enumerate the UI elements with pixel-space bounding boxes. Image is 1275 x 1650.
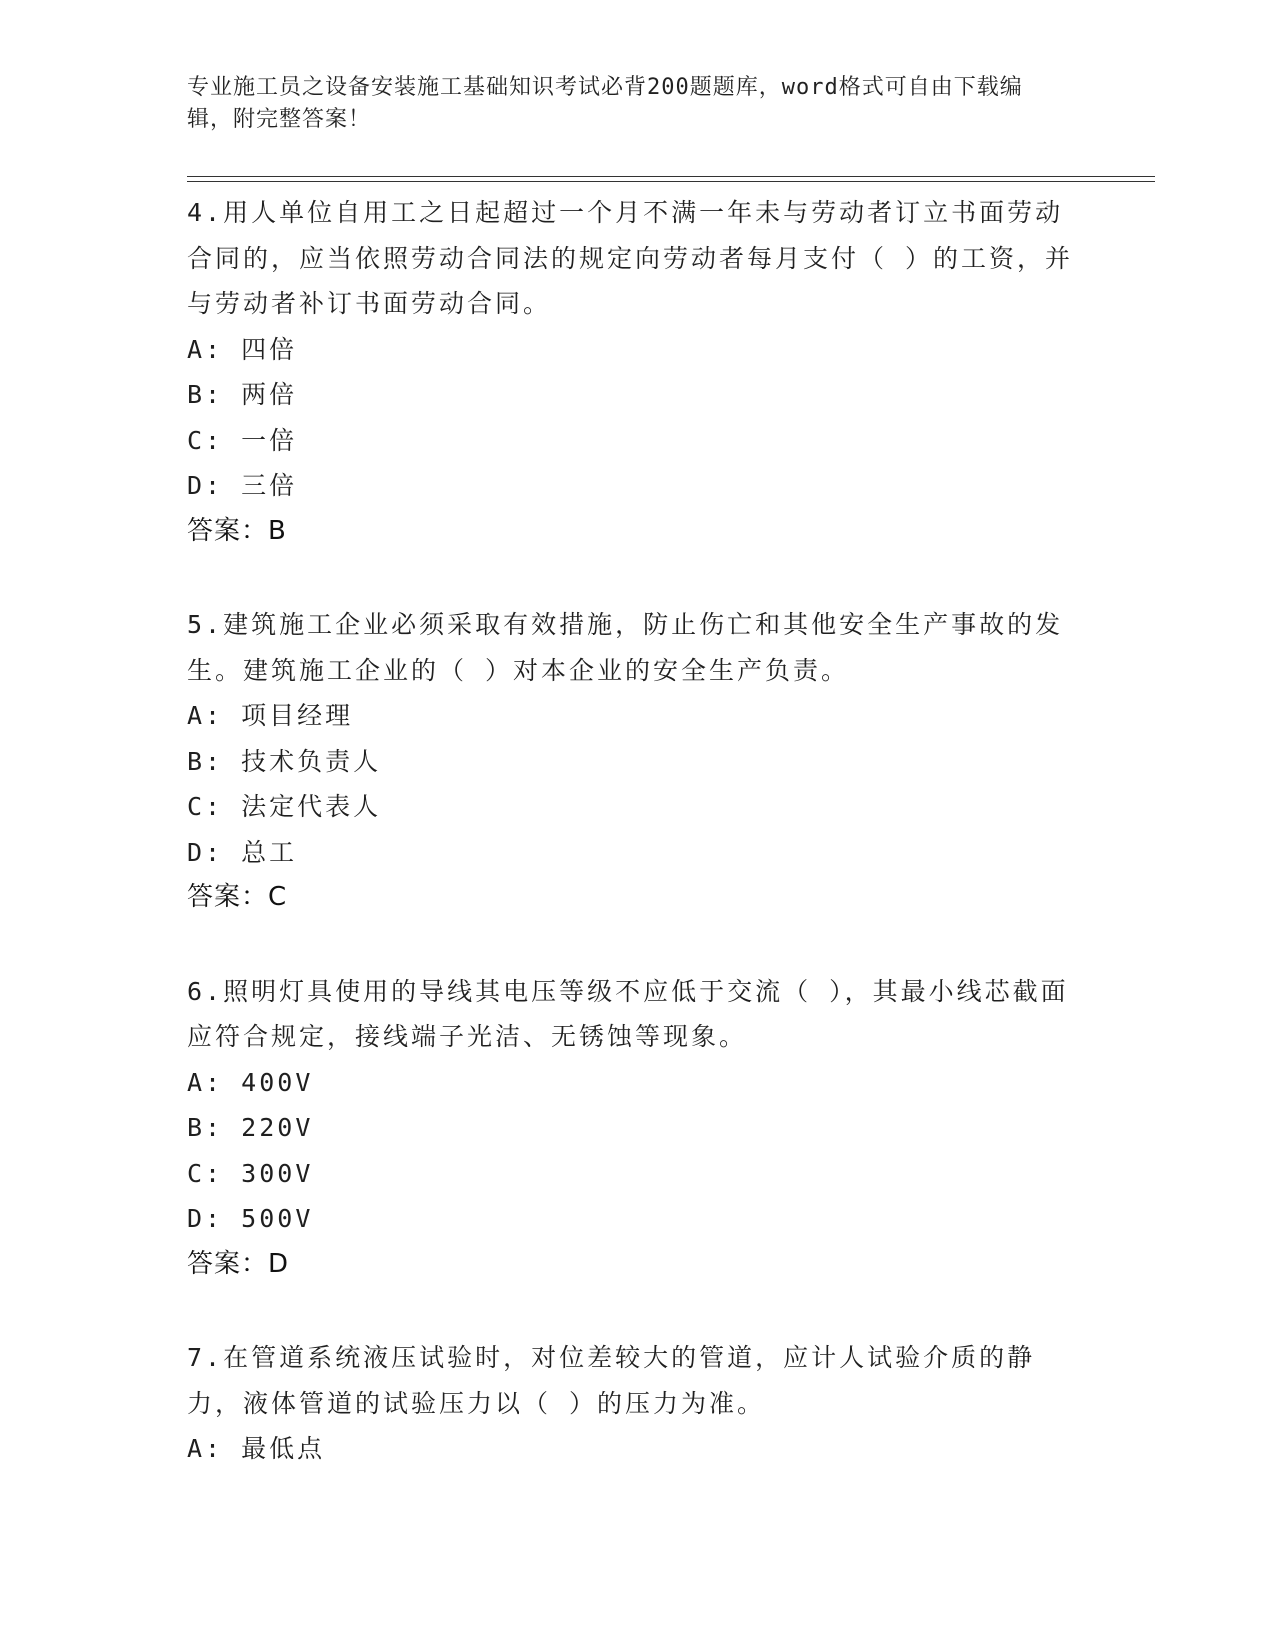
option-label: B:: [187, 380, 224, 409]
option-label: A:: [187, 334, 224, 364]
option-b: [187, 739, 1087, 785]
option-d: [187, 463, 1087, 509]
option-text: 400V: [241, 1067, 314, 1097]
answer-line: 答案：D: [187, 1248, 290, 1279]
option-d: [187, 1196, 1087, 1242]
question-number: 4.: [187, 198, 224, 227]
option-text: 一倍: [241, 425, 298, 455]
answer-line: 答案：C: [187, 882, 288, 912]
question-number: 5.: [187, 610, 224, 639]
question-stem: [187, 602, 1087, 693]
option-text: 项目经理: [241, 701, 354, 730]
option-label: C:: [187, 792, 224, 821]
header-divider-line-secondary: [187, 181, 1155, 182]
question-number: 6.: [187, 976, 224, 1006]
question-5: [187, 602, 1087, 921]
option-c: [187, 418, 1087, 464]
option-label: D:: [187, 1204, 224, 1233]
option-text: 法定代表人: [241, 792, 382, 821]
option-label: B:: [187, 746, 224, 776]
option-text: 最低点: [241, 1434, 326, 1463]
option-text: 300V: [241, 1158, 314, 1188]
question-7: [187, 1335, 1087, 1472]
option-c: [187, 1151, 1087, 1197]
question-text: 照明灯具使用的导线其电压等级不应低于交流（ ），其最小线芯截面应符合规定，接线端子光洁、无锈蚀等现象。: [187, 976, 1069, 1051]
option-label: A:: [187, 1434, 224, 1463]
option-label: D:: [187, 471, 224, 500]
question-stem: [187, 969, 1087, 1060]
question-text: 在管道系统液压试验时，对位差较大的管道，应计人试验介质的静力，液体管道的试验压力以（ ）的压力为准。: [187, 1343, 1036, 1418]
option-label: B:: [187, 1113, 224, 1142]
option-label: C:: [187, 1158, 224, 1188]
option-text: 总工: [241, 837, 298, 867]
option-d: [187, 830, 1087, 876]
option-text: 技术负责人: [241, 746, 382, 776]
question-list: [187, 190, 1087, 1472]
option-c: [187, 784, 1087, 830]
option-label: D:: [187, 837, 224, 867]
option-b: [187, 372, 1087, 418]
question-number: 7.: [187, 1343, 224, 1372]
option-b: [187, 1105, 1087, 1151]
option-text: 四倍: [241, 334, 298, 364]
option-label: A:: [187, 1067, 224, 1097]
question-4: [187, 190, 1087, 554]
question-text: 建筑施工企业必须采取有效措施，防止伤亡和其他安全生产事故的发生。建筑施工企业的（ ）对本企业的安全生产负责。: [187, 610, 1064, 685]
question-stem: [187, 1335, 1087, 1426]
option-a: [187, 327, 1087, 373]
option-label: A:: [187, 701, 224, 730]
question-stem: [187, 190, 1087, 327]
option-text: 三倍: [241, 471, 298, 500]
document-header-title: 专业施工员之设备安装施工基础知识考试必背200题题库，word格式可自由下载编辑，附完整答案！: [187, 75, 1023, 132]
option-label: C:: [187, 425, 224, 455]
option-a: [187, 1060, 1087, 1106]
question-text: 用人单位自用工之日起超过一个月不满一年未与劳动者订立书面劳动合同的，应当依照劳动合同法的规定向劳动者每月支付（ ）的工资，并与劳动者补订书面劳动合同。: [187, 198, 1074, 318]
header-divider-line: [187, 176, 1155, 177]
question-6: [187, 969, 1087, 1288]
option-a: [187, 693, 1087, 739]
option-text: 220V: [241, 1113, 314, 1142]
answer-line: 答案：B: [187, 515, 287, 546]
option-text: 500V: [241, 1204, 314, 1233]
option-a: [187, 1426, 1087, 1472]
option-text: 两倍: [241, 380, 298, 409]
